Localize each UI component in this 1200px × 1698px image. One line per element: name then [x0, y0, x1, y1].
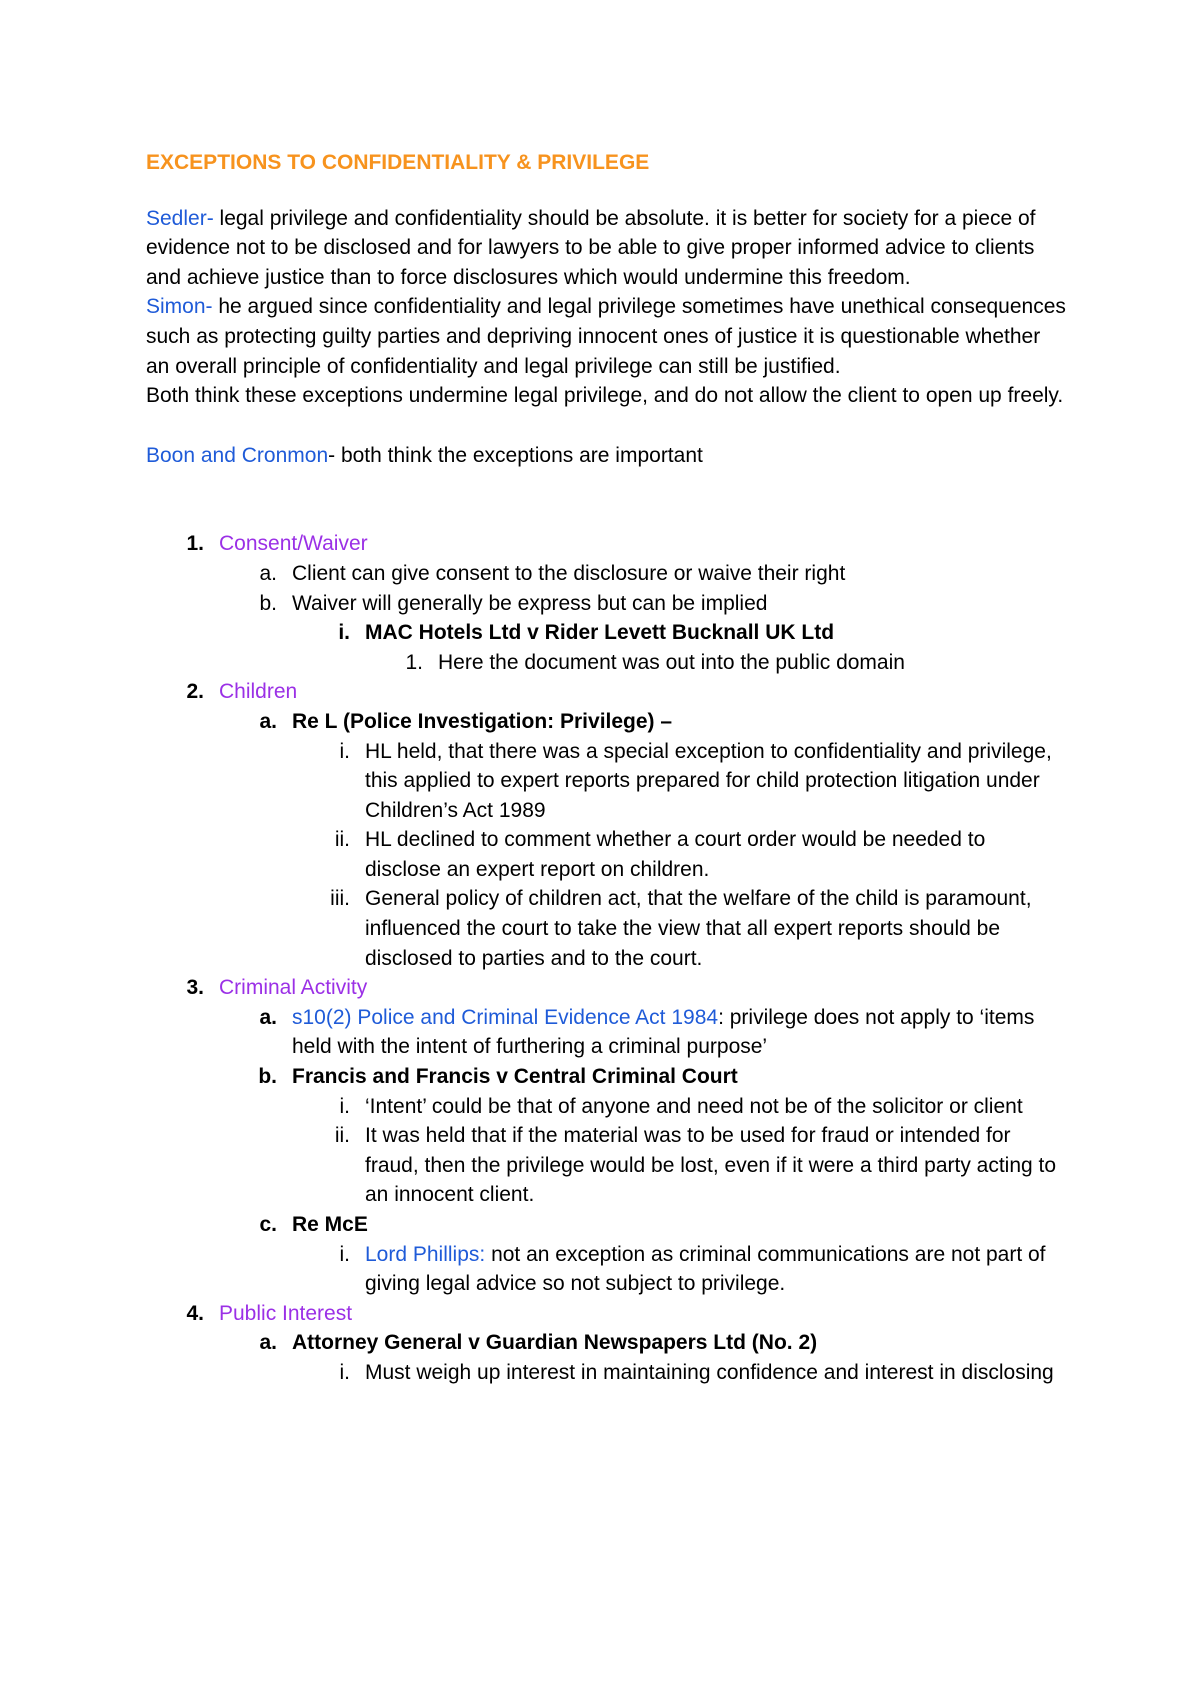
list-item — [146, 825, 1066, 884]
list-number: a. — [259, 1005, 277, 1029]
list-number: i. — [339, 739, 350, 763]
sedler-label: Sedler- — [146, 206, 214, 230]
section-public-interest — [146, 1299, 1066, 1329]
list-item — [146, 589, 1066, 619]
list-number: i. — [339, 1360, 350, 1384]
simon-text: he argued since confidentiality and legal privilege sometimes have unethical consequences such as protecting guilty parties and depriving innocent ones of justice it is questionable whether an overall principle of confidentiality and legal privilege can still be justified. — [146, 295, 1066, 378]
list-item — [146, 737, 1066, 826]
list-number: 2. — [186, 680, 204, 704]
list-item — [146, 1062, 1066, 1092]
sedler-text: legal privilege and confidentiality should be absolute. it is better for society for a piece of evidence not to be disclosed and for lawyers to be able to give proper informed advice to clients and achieve justice than to force disclosures which would undermine this freedom. — [146, 206, 1036, 289]
list-item — [146, 559, 1066, 589]
list-number: ii. — [334, 828, 350, 852]
judge-name: Lord Phillips: — [365, 1242, 486, 1266]
section-heading: Criminal Activity — [219, 976, 368, 1000]
list-number: a. — [259, 1331, 277, 1355]
boon-label: Boon and Cronmon — [146, 443, 329, 467]
list-number: i. — [339, 1242, 350, 1266]
boon-paragraph — [146, 441, 1066, 471]
list-number: 3. — [186, 976, 204, 1000]
list-number: i. — [338, 621, 350, 645]
both-paragraph: Both think these exceptions undermine legal privilege, and do not allow the client to open up freely. — [146, 384, 1064, 408]
case-name: Attorney General v Guardian Newspapers Ltd (No. 2) — [292, 1331, 818, 1355]
list-item — [146, 618, 1066, 648]
list-number: iii. — [330, 887, 350, 911]
section-criminal-activity — [146, 973, 1066, 1003]
list-item — [146, 1328, 1066, 1358]
case-name: Re McE — [292, 1213, 368, 1236]
list-text: General policy of children act, that the welfare of the child is paramount, influenced the court to take the view that all expert reports should be disclosed to parties and to the court. — [365, 887, 1032, 970]
case-name: Re L (Police Investigation: Privilege) – — [292, 709, 673, 733]
list-number: b. — [258, 1065, 277, 1089]
case-name: MAC Hotels Ltd v Rider Levett Bucknall UK Ltd — [365, 621, 835, 645]
section-heading: Children — [219, 680, 298, 704]
list-number: b. — [259, 591, 277, 615]
list-number: 4. — [186, 1301, 204, 1325]
sedler-paragraph — [146, 204, 1066, 293]
section-heading: Consent/Waiver — [219, 532, 368, 556]
list-item — [146, 1092, 1066, 1122]
list-number: a. — [259, 709, 277, 733]
page-title: EXCEPTIONS TO CONFIDENTIALITY & PRIVILEGE — [146, 151, 650, 174]
list-text: It was held that if the material was to be used for fraud or intended for fraud, then the privilege would be lost, even if it were a third party acting to an innocent client. — [365, 1124, 1057, 1207]
list-text: : privilege does not apply to ‘items held with the intent of furthering a criminal purpose’ — [292, 1005, 1035, 1059]
list-item — [146, 884, 1066, 973]
list-item — [146, 707, 1066, 737]
list-text: HL declined to comment whether a court order would be needed to disclose an expert report on children. — [365, 828, 986, 881]
list-item — [146, 1210, 1066, 1240]
list-item — [146, 1003, 1066, 1062]
list-number: i. — [339, 1094, 350, 1118]
list-text: Here the document was out into the public domain — [438, 650, 905, 674]
list-item — [146, 1240, 1066, 1299]
list-text: Client can give consent to the disclosure or waive their right — [292, 561, 846, 585]
simon-paragraph — [146, 292, 1066, 381]
list-number: a. — [259, 561, 277, 585]
list-text: Waiver will generally be express but can be implied — [292, 591, 768, 615]
case-name: Francis and Francis v Central Criminal Court — [292, 1065, 738, 1089]
list-number: 1. — [405, 650, 423, 674]
list-text: HL held, that there was a special exception to confidentiality and privilege, this applied to expert reports prepared for child protection litigation under Children’s Act 1989 — [365, 739, 1052, 822]
list-text: Must weigh up interest in maintaining confidence and interest in disclosing — [365, 1360, 1054, 1384]
list-item — [146, 648, 1066, 678]
list-number: ii. — [334, 1124, 350, 1148]
section-heading: Public Interest — [219, 1301, 353, 1325]
statute-reference: s10(2) Police and Criminal Evidence Act 1984 — [292, 1005, 719, 1029]
list-item — [146, 1121, 1066, 1210]
section-children — [146, 677, 1066, 707]
list-text: not an exception as criminal communications are not part of giving legal advice so not subject to privilege. — [365, 1242, 1046, 1296]
section-consent — [146, 529, 1066, 559]
boon-text: - both think the exceptions are important — [328, 443, 703, 467]
list-number: 1. — [186, 532, 204, 556]
document-page — [146, 148, 1066, 1388]
list-item — [146, 1358, 1066, 1388]
simon-label: Simon- — [146, 295, 213, 319]
list-text: ‘Intent’ could be that of anyone and need not be of the solicitor or client — [365, 1094, 1023, 1118]
list-number: c. — [259, 1213, 277, 1236]
